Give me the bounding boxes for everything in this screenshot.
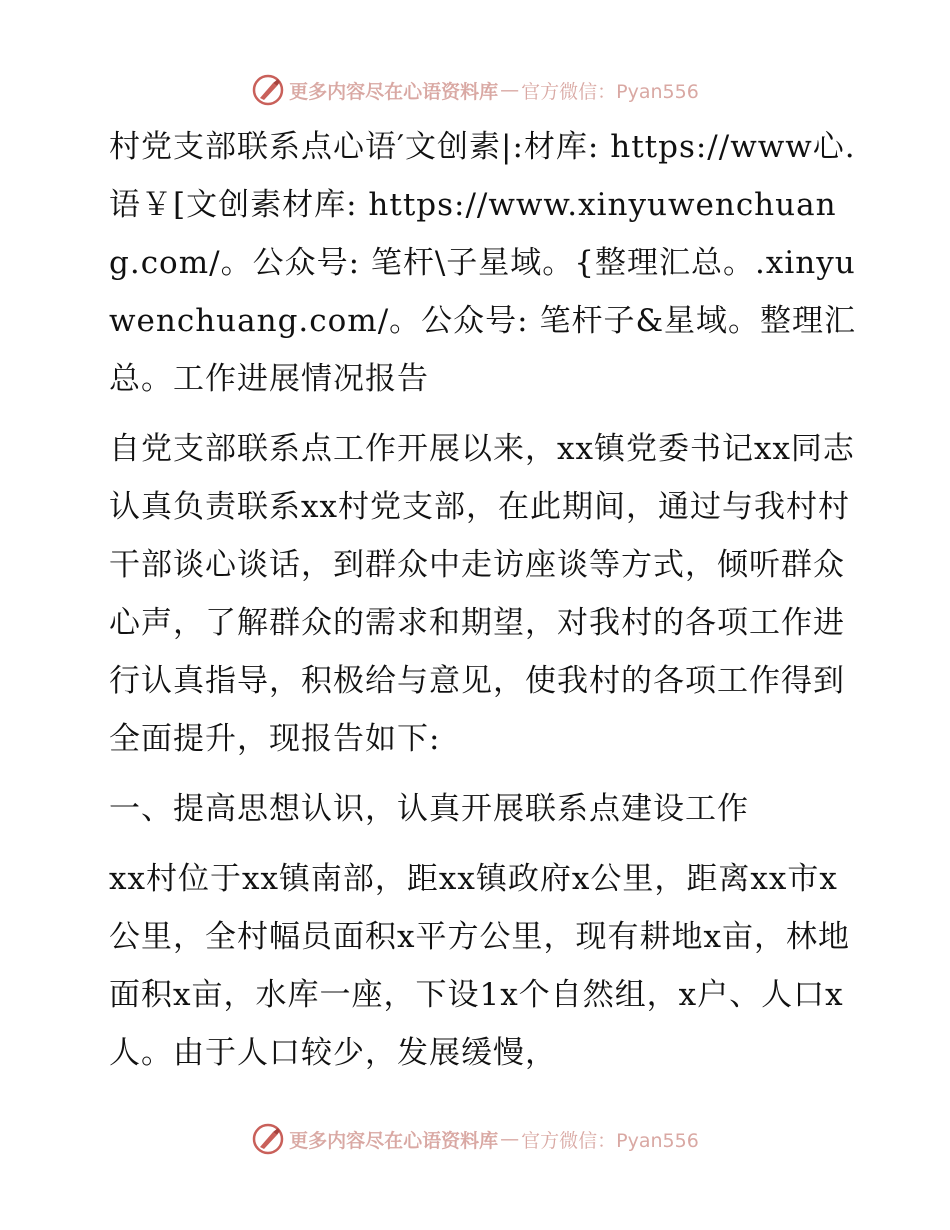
header-watermark-banner xyxy=(0,70,950,110)
banner-title: 更多内容尽在心语资料库 xyxy=(289,80,499,103)
banner-separator: — xyxy=(500,1128,520,1150)
quill-pen-icon xyxy=(251,73,285,107)
paragraph-intro: 自党支部联系点工作开展以来，xx镇党委书记xx同志认真负责联系xx村党支部，在此期间，通过与我村村干部谈心谈话，到群众中走访座谈等方式，倾听群众心声，了解群众的需求和期望，对我村的各项工作进行认真指导，积极给与意见，使我村的各项工作得到全面提升，现报告如下: xyxy=(109,431,855,757)
paragraph-title: 村党支部联系点心语′文创素|:材库: https://www心.语￥[文创素材库: https://www.xinyuwenchuang.com/。公众号: 笔杆\子星域。{整理汇总。.xinyuwenchuang.com/。公众号: 笔杆子&星域。整理汇总。工作进展情况报告 xyxy=(109,129,857,397)
paragraph-village-overview: xx村位于xx镇南部，距xx镇政府x公里，距离xx市x公里，全村幅员面积x平方公里，现有耕地x亩，林地面积x亩，水库一座，下设1x个自然组，x户、人口x人。由于人口较少，发展缓慢， xyxy=(109,861,850,1071)
banner-title: 更多内容尽在心语资料库 xyxy=(289,1129,499,1152)
banner-wechat: 官方微信：Pyan556 xyxy=(521,80,699,103)
section-heading: 一、提高思想认识，认真开展联系点建设工作 xyxy=(109,791,749,827)
footer-watermark-banner xyxy=(0,1119,950,1159)
banner-separator: — xyxy=(500,79,520,101)
quill-pen-icon xyxy=(251,1122,285,1156)
banner-wechat: 官方微信：Pyan556 xyxy=(521,1129,699,1152)
document-body xyxy=(97,118,857,1082)
